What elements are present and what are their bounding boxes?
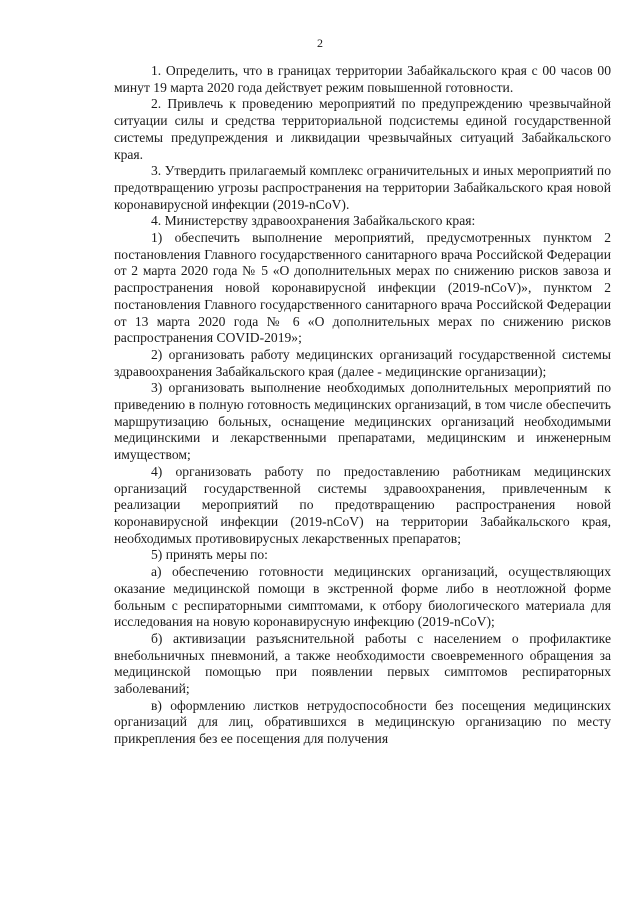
document-body [114, 63, 611, 748]
paragraph-4-1: 1) обеспечить выполнение мероприятий, предусмотренных пунктом 2 постановления Главного государственного санитарного врача Российской Федерации от 2 марта 2020 года № 5 «О дополнительных мерах по снижению рисков завоза и распространения новой коронавирусной инфекции (2019-nCoV)», пунктом 2 постановления Главного государственного санитарного врача Российской Федерации от 13 марта 2020 года № 6 «О дополнительных мерах по снижению рисков распространения COVID-2019»; [114, 230, 611, 346]
paragraph-4-5-c: в) оформлению листков нетрудоспособности без посещения медицинских организаций для лиц, обратившихся в медицинскую организацию по месту прикрепления без ее посещения для получения [114, 697, 611, 747]
paragraph-1: 1. Определить, что в границах территории Забайкальского края с 00 часов 00 минут 19 марта 2020 года действует режим повышенной готовности. [114, 63, 611, 95]
paragraph-4-4: 4) организовать работу по предоставлению работникам медицинских организаций государственной системы здравоохранения, привлеченным к реализации мероприятий по предотвращению распространения новой коронавирусной инфекции (2019-nCoV) на территории Забайкальского края, необходимых противовирусных лекарственных препаратов; [114, 463, 611, 546]
paragraph-4-5: 5) принять меры по: [151, 547, 268, 563]
page-number: 2 [317, 36, 323, 50]
paragraph-3: 3. Утвердить прилагаемый комплекс ограничительных и иных мероприятий по предотвращению угрозы распространения на территории Забайкальского края новой коронавирусной инфекции (2019-nCoV). [114, 163, 611, 212]
paragraph-4-5-a: а) обеспечению готовности медицинских организаций, осуществляющих оказание медицинской помощи в экстренной форме либо в неотложной форме больным с респираторными симптомами, к отбору биологического материала для исследования на новую коронавирусную инфекцию (2019-nCoV); [114, 564, 611, 630]
paragraph-4-2: 2) организовать работу медицинских организаций государственной системы здравоохранения Забайкальского края (далее - медицинские организации); [114, 346, 611, 379]
paragraph-2: 2. Привлечь к проведению мероприятий по предупреждению чрезвычайной ситуации силы и средства территориальной подсистемы единой государственной системы предупреждения и ликвидации чрезвычайных ситуаций Забайкальского края. [114, 96, 611, 162]
paragraph-4: 4. Министерству здравоохранения Забайкальского края: [151, 213, 476, 229]
paragraph-4-3: 3) организовать выполнение необходимых дополнительных мероприятий по приведению в полную готовность медицинских организаций, в том числе обеспечить маршрутизацию больных, оснащение медицинских организаций необходимыми медицинскими и лекарственными препаратами, медицинским и инженерным имуществом; [114, 380, 611, 463]
paragraph-4-5-b: б) активизации разъяснительной работы с населением о профилактике внебольничных пневмоний, а также необходимости своевременного обращения за медицинской помощью при появлении первых симптомов респираторных заболеваний; [114, 630, 611, 697]
